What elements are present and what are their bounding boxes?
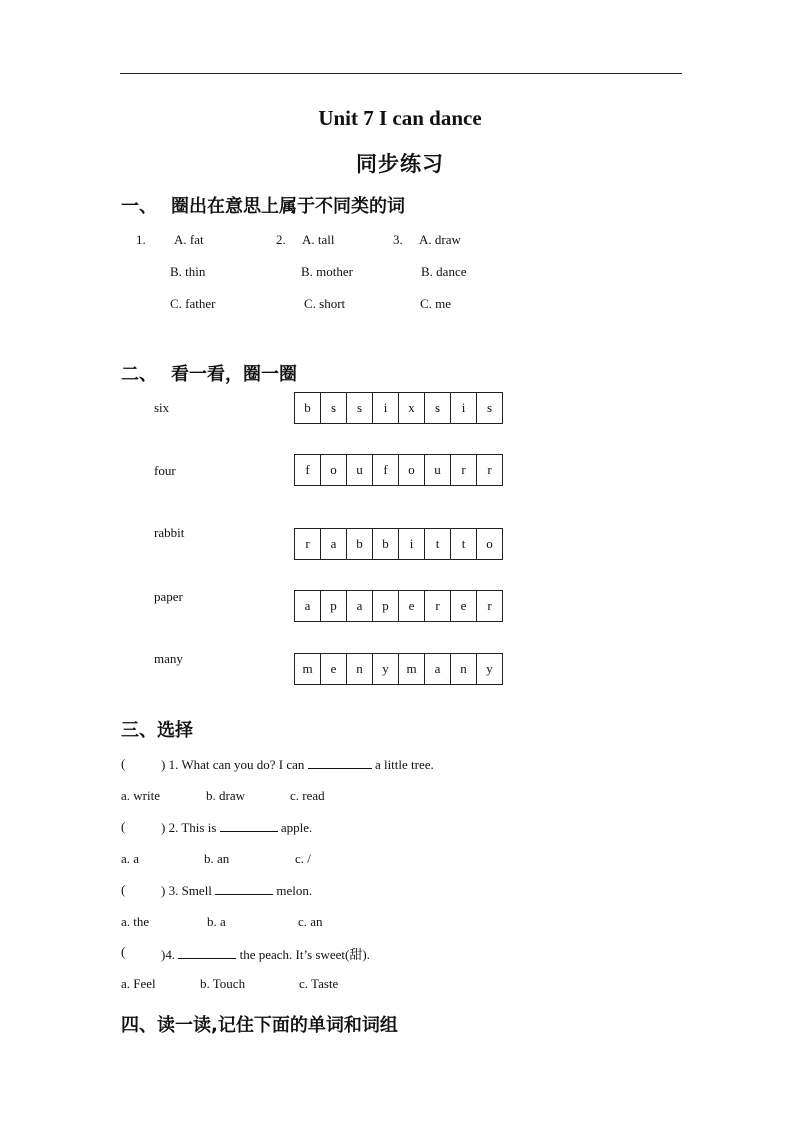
section-4-heading: 四、读一读,记住下面的单词和词组 (121, 1015, 398, 1036)
section-2-number: 二、 (121, 364, 157, 385)
q3-option-a: A. draw (419, 232, 461, 247)
word-label-paper: paper (154, 589, 183, 604)
question-2-end: apple. (280, 820, 313, 835)
q2-option-c: C. short (304, 296, 346, 311)
letter-cell[interactable]: b (373, 529, 399, 559)
answer-paren[interactable]: ( (121, 819, 126, 834)
letter-cell[interactable]: e (399, 591, 425, 621)
page-subtitle: 同步练习 (356, 152, 444, 176)
question-4-text (161, 944, 370, 963)
q3-option-c: C. me (420, 296, 452, 311)
letter-grid-paper (294, 590, 503, 622)
letter-grid-four (294, 454, 503, 486)
q2-choice-c[interactable]: c. / (295, 851, 311, 866)
letter-cell[interactable]: y (373, 654, 399, 684)
section-1-number: 一、 (121, 196, 157, 217)
header-rule (120, 73, 682, 74)
q3-option-b: B. dance (421, 264, 467, 279)
section-2-title: 看一看，圈一圈 (171, 364, 297, 385)
q3-choice-a[interactable]: a. the (121, 914, 150, 929)
letter-cell[interactable]: b (295, 393, 321, 423)
letter-cell[interactable]: e (451, 591, 477, 621)
q1-choice-c[interactable]: c. read (290, 788, 325, 803)
letter-cell[interactable]: s (486, 400, 493, 415)
answer-paren[interactable]: ( (121, 756, 126, 771)
answer-paren[interactable]: ( (121, 882, 126, 897)
word-label-four: four (154, 463, 176, 478)
letter-cell[interactable]: o (321, 455, 347, 485)
letter-cell[interactable]: t (451, 529, 477, 559)
section-1-title: 圈出在意思上属于不同类的词 (171, 196, 405, 217)
letter-cell[interactable]: s (347, 393, 373, 423)
letter-cell[interactable]: o (486, 536, 493, 551)
q4-choice-c[interactable]: c. Taste (299, 976, 339, 991)
letter-cell[interactable]: f (295, 455, 321, 485)
question-4-stem: )4. (161, 947, 176, 962)
letter-cell[interactable]: r (487, 462, 492, 477)
letter-cell[interactable]: n (347, 654, 373, 684)
question-1-stem: ) 1. What can you do? I can (161, 757, 305, 772)
q4-choice-b[interactable]: b. Touch (200, 976, 246, 991)
letter-grid-rabbit (294, 528, 503, 560)
word-label-many: many (154, 651, 183, 666)
letter-cell[interactable]: r (487, 598, 492, 613)
section-2-heading (121, 360, 297, 386)
letter-cell[interactable]: s (425, 393, 451, 423)
question-1-text (161, 756, 434, 773)
q3-number: 3. (393, 232, 403, 247)
question-2-text (161, 819, 312, 836)
answer-blank[interactable] (220, 819, 278, 832)
letter-cell[interactable]: p (321, 591, 347, 621)
letter-cell[interactable]: n (451, 654, 477, 684)
letter-cell[interactable]: u (425, 455, 451, 485)
q2-choice-b[interactable]: b. an (204, 851, 230, 866)
q1-option-b: B. thin (170, 264, 206, 279)
letter-cell[interactable]: y (486, 661, 493, 676)
letter-cell[interactable]: f (373, 455, 399, 485)
letter-cell[interactable]: u (347, 455, 373, 485)
letter-cell[interactable]: b (347, 529, 373, 559)
letter-cell[interactable]: p (373, 591, 399, 621)
letter-cell[interactable]: a (295, 591, 321, 621)
letter-cell[interactable]: o (399, 455, 425, 485)
page-title: Unit 7 I can dance (318, 106, 482, 130)
letter-grid-six (294, 392, 503, 424)
letter-cell[interactable]: r (451, 455, 477, 485)
q1-number: 1. (136, 232, 146, 247)
letter-cell[interactable]: x (399, 393, 425, 423)
letter-cell[interactable]: m (295, 654, 321, 684)
letter-cell[interactable]: e (321, 654, 347, 684)
letter-cell[interactable]: a (321, 529, 347, 559)
letter-grid-many (294, 653, 503, 685)
question-3-text (161, 882, 312, 899)
letter-cell[interactable]: m (399, 654, 425, 684)
letter-cell[interactable]: r (425, 591, 451, 621)
section-1-heading (121, 192, 405, 218)
q2-option-b: B. mother (301, 264, 353, 279)
question-2-stem: ) 2. This is (161, 820, 217, 835)
letter-cell[interactable]: a (347, 591, 373, 621)
letter-cell[interactable]: t (425, 529, 451, 559)
q2-number: 2. (276, 232, 286, 247)
q1-choice-a[interactable]: a. write (121, 788, 160, 803)
q2-option-a: A. tall (302, 232, 335, 247)
q3-choice-c[interactable]: c. an (298, 914, 323, 929)
answer-blank[interactable] (178, 946, 236, 959)
q1-choice-b[interactable]: b. draw (206, 788, 245, 803)
answer-blank[interactable] (215, 882, 273, 895)
letter-cell[interactable]: i (451, 393, 477, 423)
letter-cell[interactable]: i (373, 393, 399, 423)
question-3-end: melon. (276, 883, 313, 898)
question-1-end: a little tree. (374, 757, 434, 772)
answer-blank[interactable] (308, 756, 372, 769)
word-label-rabbit: rabbit (154, 525, 185, 540)
q1-option-a: A. fat (174, 232, 204, 247)
q2-choice-a[interactable]: a. a (121, 851, 140, 866)
q3-choice-b[interactable]: b. a (207, 914, 226, 929)
answer-paren[interactable]: ( (121, 944, 126, 959)
q1-option-c: C. father (170, 296, 216, 311)
q4-choice-a[interactable]: a. Feel (121, 976, 156, 991)
letter-cell[interactable]: s (321, 393, 347, 423)
letter-cell[interactable]: r (295, 529, 321, 559)
section-3-heading: 三、选择 (121, 720, 193, 741)
question-4-end: the peach. It’s sweet(甜). (239, 947, 370, 962)
letter-cell[interactable]: i (399, 529, 425, 559)
question-3-stem: ) 3. Smell (161, 883, 212, 898)
letter-cell[interactable]: a (425, 654, 451, 684)
word-label-six: six (154, 400, 170, 415)
